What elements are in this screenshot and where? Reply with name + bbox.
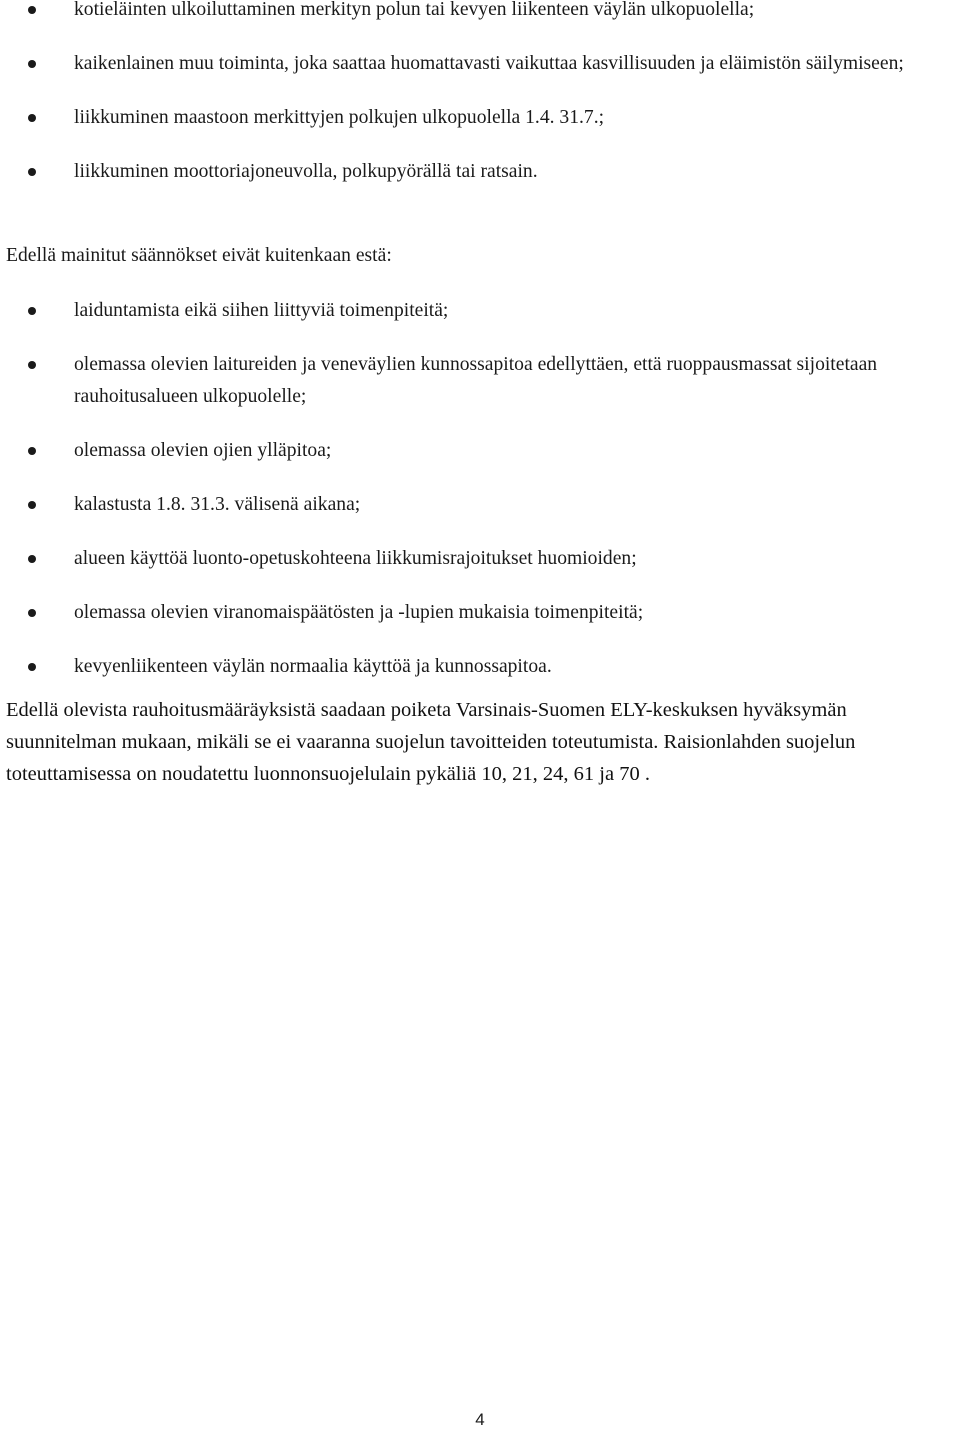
list-item (0, 435, 960, 467)
bullet-icon (28, 60, 36, 68)
list-item-text: kaikenlainen muu toiminta, joka saattaa huomattavasti vaikuttaa kasvillisuuden ja eläimistön säilymiseen; (74, 53, 904, 74)
list-item (0, 489, 960, 521)
bullet-icon (28, 447, 36, 455)
intro-paragraph: Edellä mainitut säännökset eivät kuitenkaan estä: (6, 245, 392, 266)
list-item-text: alueen käyttöä luonto-opetuskohteena liikkumisrajoitukset huomioiden; (74, 548, 637, 569)
list-item (0, 543, 960, 575)
list-item-text: liikkuminen moottoriajoneuvolla, polkupyörällä tai ratsain. (74, 161, 538, 182)
list-item-text: olemassa olevien ojien ylläpitoa; (74, 440, 332, 461)
list-item (0, 156, 960, 188)
bullet-icon (28, 609, 36, 617)
bullet-icon (28, 6, 36, 14)
bullet-icon (28, 663, 36, 671)
list-item-text: kotieläinten ulkoiluttaminen merkityn polun tai kevyen liikenteen väylän ulkopuolella; (74, 0, 755, 20)
bullet-list-restrictions (0, 0, 960, 188)
list-item-text: laiduntamista eikä siihen liittyviä toimenpiteitä; (74, 300, 449, 321)
list-item-text: olemassa olevien laitureiden ja veneväylien kunnossapitoa edellyttäen, että ruoppausmassat sijoitetaan rauhoitusalueen ulkopuolelle; (74, 354, 878, 407)
list-item (0, 0, 960, 26)
list-item-text: olemassa olevien viranomaispäätösten ja -lupien mukaisia toimenpiteitä; (74, 602, 644, 623)
list-item-text: kevyenliikenteen väylän normaalia käyttöä ja kunnossapitoa. (74, 656, 552, 677)
bullet-icon (28, 168, 36, 176)
bullet-list-exceptions (0, 295, 960, 683)
bullet-icon (28, 555, 36, 563)
bullet-icon (28, 307, 36, 315)
list-item (0, 597, 960, 629)
closing-paragraph: Edellä olevista rauhoitusmääräyksistä saadaan poiketa Varsinais-Suomen ELY-keskuksen hyväksymän suunnitelman mukaan, mikäli se ei vaaranna suojelun tavoitteiden toteutumista. Raisionlahden suojelun toteuttamisessa on noudatettu luonnonsuojelulain pykäliä 10, 21, 24, 61 ja 70 . (6, 699, 856, 785)
list-item-text: liikkuminen maastoon merkittyjen polkujen ulkopuolella 1.4. 31.7.; (74, 107, 605, 128)
list-item (0, 48, 960, 80)
list-item-text: kalastusta 1.8. 31.3. välisenä aikana; (74, 494, 361, 515)
list-item (0, 102, 960, 134)
list-item (0, 651, 960, 683)
bullet-icon (28, 114, 36, 122)
list-item (0, 295, 960, 327)
bullet-icon (28, 501, 36, 509)
bullet-icon (28, 361, 36, 369)
list-item (0, 349, 960, 413)
page-number: 4 (475, 1410, 485, 1429)
